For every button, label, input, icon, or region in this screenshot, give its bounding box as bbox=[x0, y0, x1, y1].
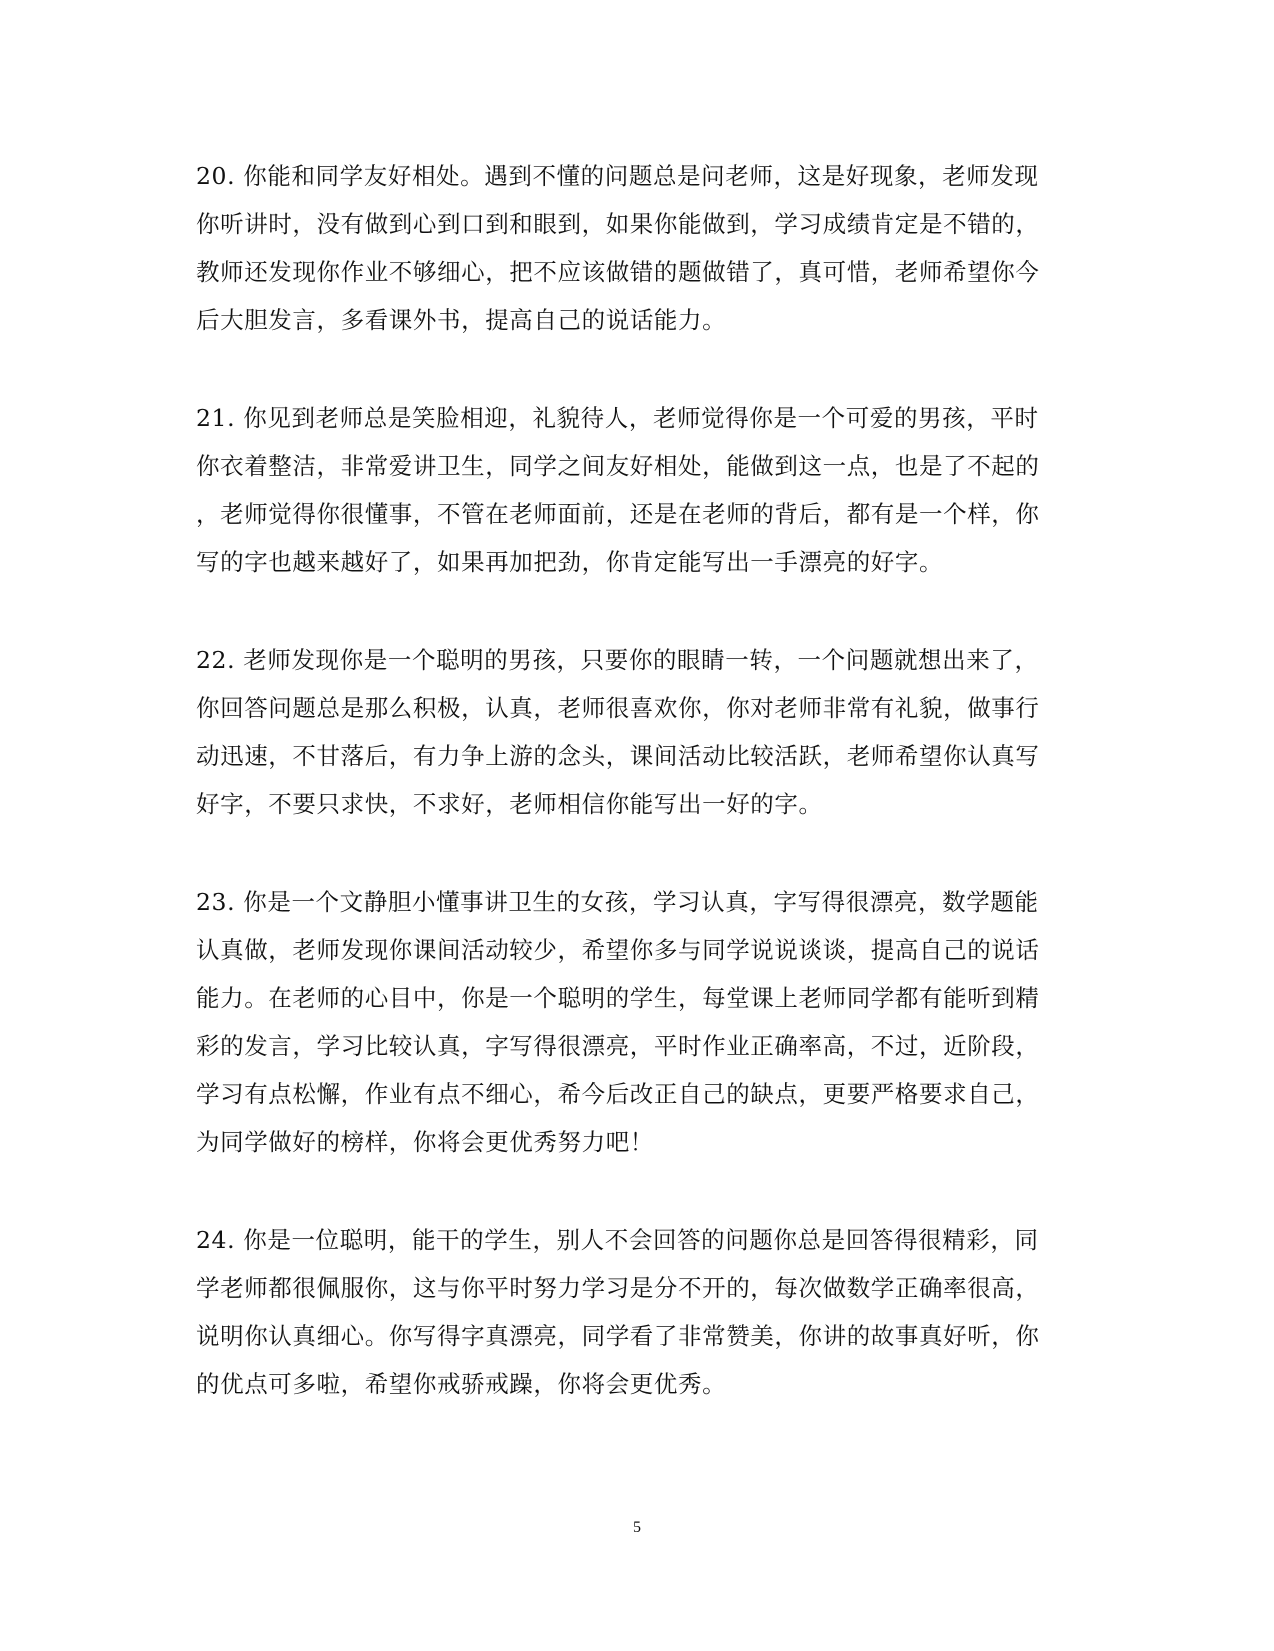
text-line: 你听讲时，没有做到心到口到和眼到，如果你能做到，学习成绩肯定是不错的， bbox=[196, 210, 1040, 238]
paragraph-22 bbox=[196, 636, 1076, 828]
paragraph-24 bbox=[196, 1216, 1076, 1408]
paragraph-21 bbox=[196, 394, 1076, 586]
text-line: 21. 你见到老师总是笑脸相迎，礼貌待人，老师觉得你是一个可爱的男孩，平时 bbox=[196, 404, 1039, 432]
text-line: 能力。在老师的心目中，你是一个聪明的学生，每堂课上老师同学都有能听到精 bbox=[196, 984, 1040, 1012]
text-line: 写的字也越来越好了，如果再加把劲，你肯定能写出一手漂亮的好字。 bbox=[196, 548, 944, 576]
text-line: 为同学做好的榜样，你将会更优秀努力吧！ bbox=[196, 1128, 654, 1156]
text-line: 23. 你是一个文静胆小懂事讲卫生的女孩，学习认真，字写得很漂亮，数学题能 bbox=[196, 888, 1039, 916]
text-line: 你衣着整洁，非常爱讲卫生，同学之间友好相处，能做到这一点，也是了不起的 bbox=[196, 452, 1040, 480]
body-text bbox=[196, 152, 1076, 1458]
text-line: 你回答问题总是那么积极，认真，老师很喜欢你，你对老师非常有礼貌，做事行 bbox=[196, 694, 1040, 722]
text-line: 认真做，老师发现你课间活动较少，希望你多与同学说说谈谈，提高自己的说话 bbox=[196, 936, 1040, 964]
text-line: 的优点可多啦，希望你戒骄戒躁，你将会更优秀。 bbox=[196, 1370, 727, 1398]
paragraph-20 bbox=[196, 152, 1076, 344]
text-line: 22. 老师发现你是一个聪明的男孩，只要你的眼睛一转，一个问题就想出来了， bbox=[196, 646, 1039, 674]
text-line: 彩的发言，学习比较认真，字写得很漂亮，平时作业正确率高，不过，近阶段， bbox=[196, 1032, 1040, 1060]
text-line: 学习有点松懈，作业有点不细心，希今后改正自己的缺点，更要严格要求自己， bbox=[196, 1080, 1040, 1108]
text-line: ，老师觉得你很懂事，不管在老师面前，还是在老师的背后，都有是一个样，你 bbox=[196, 500, 1040, 528]
text-line: 24. 你是一位聪明，能干的学生，别人不会回答的问题你总是回答得很精彩，同 bbox=[196, 1226, 1039, 1254]
text-line: 20. 你能和同学友好相处。遇到不懂的问题总是问老师，这是好现象，老师发现 bbox=[196, 162, 1039, 190]
text-line: 后大胆发言，多看课外书，提高自己的说话能力。 bbox=[196, 306, 727, 334]
text-line: 学老师都很佩服你，这与你平时努力学习是分不开的，每次做数学正确率很高， bbox=[196, 1274, 1040, 1302]
text-line: 说明你认真细心。你写得字真漂亮，同学看了非常赞美，你讲的故事真好听，你 bbox=[196, 1322, 1040, 1350]
text-line: 动迅速，不甘落后，有力争上游的念头，课间活动比较活跃，老师希望你认真写 bbox=[196, 742, 1040, 770]
text-line: 教师还发现你作业不够细心，把不应该做错的题做错了，真可惜，老师希望你今 bbox=[196, 258, 1040, 286]
text-line: 好字，不要只求快，不求好，老师相信你能写出一好的字。 bbox=[196, 790, 823, 818]
page-number: 5 bbox=[633, 1519, 641, 1536]
paragraph-23 bbox=[196, 878, 1076, 1166]
